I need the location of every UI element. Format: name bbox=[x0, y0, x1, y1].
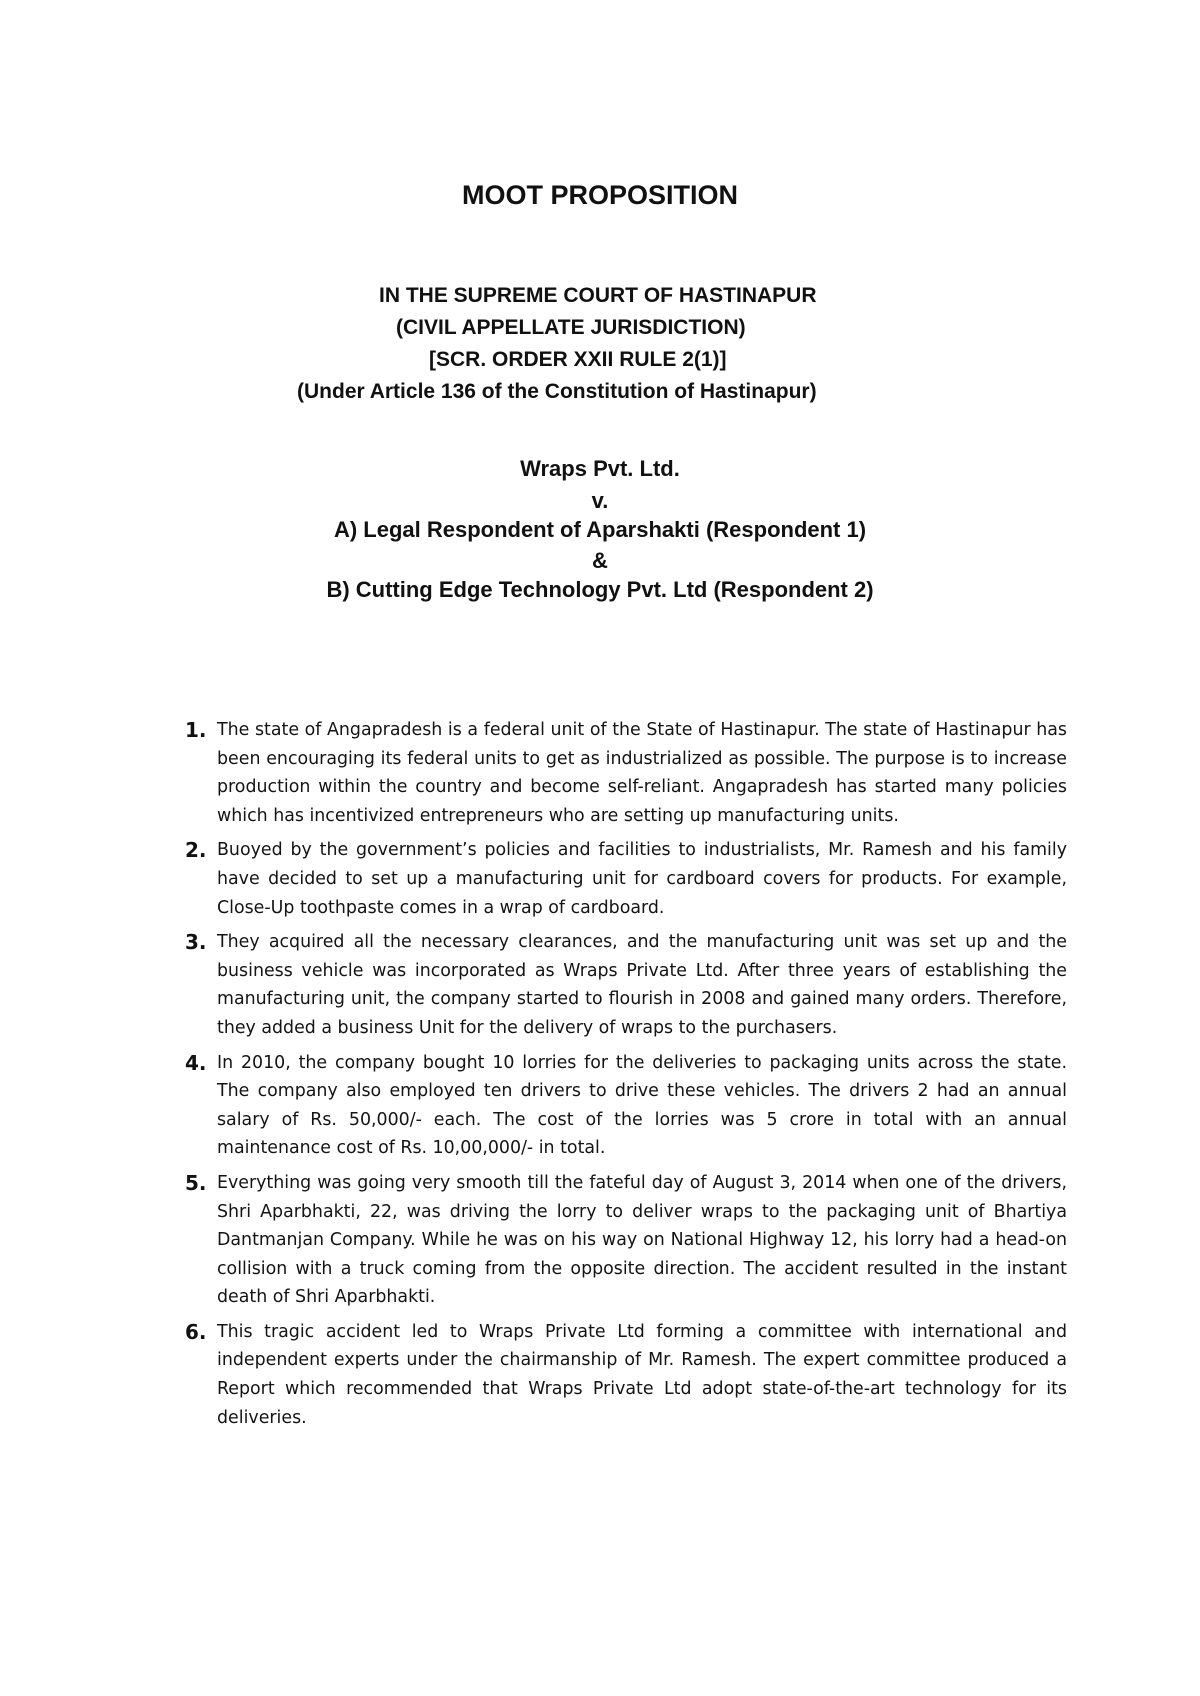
paragraph-number: 5. bbox=[185, 1170, 207, 1195]
paragraph-number: 4. bbox=[185, 1050, 207, 1075]
ampersand-separator: & bbox=[592, 548, 608, 573]
respondent-2: B) Cutting Edge Technology Pvt. Ltd (Respondent 2) bbox=[326, 577, 874, 602]
paragraph-text: Buoyed by the government’s policies and facilities to industrialists, Mr. Ramesh and his family have decided to set up a manufacturing unit for cardboard covers for products. For example, Close-Up toothpaste comes in a wrap of cardboard. bbox=[217, 840, 1067, 918]
court-article: (Under Article 136 of the Constitution of Hastinapur) bbox=[297, 380, 817, 403]
paragraph-number: 6. bbox=[185, 1319, 207, 1344]
court-order: [SCR. ORDER XXII RULE 2(1)] bbox=[429, 348, 727, 371]
paragraph-number: 3. bbox=[185, 930, 207, 955]
paragraph-number: 1. bbox=[185, 718, 207, 742]
fact-paragraph bbox=[185, 1169, 1067, 1312]
paragraph-number: 2. bbox=[185, 838, 207, 863]
fact-paragraph bbox=[185, 1318, 1067, 1432]
paragraph-text: In 2010, the company bought 10 lorries for the deliveries to packaging units across the state. The company also employed ten drivers to drive these vehicles. The drivers 2 had an annual salary of Rs. 50,000/- each. The cost of the lorries was 5 crore in total with an annual maintenance cost of Rs. 10,00,000/- in total. bbox=[217, 1052, 1067, 1159]
document-title: MOOT PROPOSITION bbox=[461, 180, 738, 210]
versus-label: v. bbox=[591, 488, 609, 513]
court-jurisdiction: (CIVIL APPELLATE JURISDICTION) bbox=[396, 316, 746, 339]
fact-paragraph bbox=[185, 928, 1067, 1042]
paragraph-text: This tragic accident led to Wraps Private Ltd forming a committee with international and independent experts under the chairmanship of Mr. Ramesh. The expert committee produced a Report which recommended that Wraps Private Ltd adopt state-of-the-art technology for its deliveries. bbox=[217, 1321, 1067, 1428]
fact-paragraph bbox=[185, 716, 1067, 830]
paragraph-text: They acquired all the necessary clearances, and the manufacturing unit was set up and the business vehicle was incorporated as Wraps Private Ltd. After three years of establishing the manufacturing unit, the company started to flourish in 2008 and gained many orders. Therefore, they added a business Unit for the delivery of wraps to the purchasers. bbox=[217, 932, 1067, 1038]
fact-paragraph bbox=[185, 836, 1067, 922]
paragraph-text: Everything was going very smooth till the fateful day of August 3, 2014 when one of the drivers, Shri Aparbhakti, 22, was driving the lorry to deliver wraps to the packaging unit of Bhartiya Dantmanjan Company. While he was on his way on National Highway 12, his lorry had a head-on collision with a truck coming from the opposite direction. The accident resulted in the instant death of Shri Aparbhakti. bbox=[217, 1172, 1067, 1308]
appellant-name: Wraps Pvt. Ltd. bbox=[520, 456, 680, 481]
paragraph-text: The state of Angapradesh is a federal unit of the State of Hastinapur. The state of Hastinapur has been encouraging its federal units to get as industrialized as possible. The purpose is to increase production within the country and become self-reliant. Angapradesh has started many policies which has incentivized entrepreneurs who are setting up manufacturing units. bbox=[217, 720, 1067, 826]
respondent-1: A) Legal Respondent of Aparshakti (Respondent 1) bbox=[333, 517, 867, 542]
fact-paragraph bbox=[185, 1049, 1067, 1163]
fact-paragraph-list bbox=[185, 716, 1067, 1438]
court-name: IN THE SUPREME COURT OF HASTINAPUR bbox=[379, 284, 817, 307]
